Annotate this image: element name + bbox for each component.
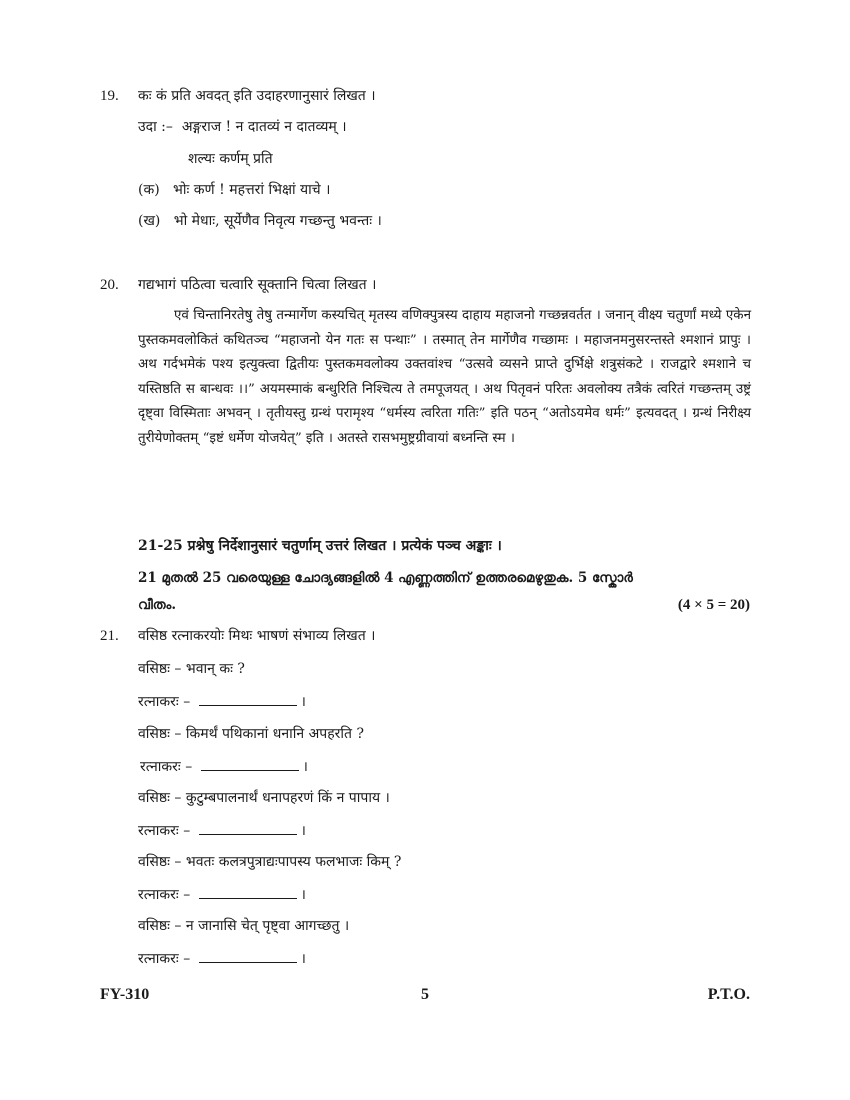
speaker: वसिष्ठः <box>138 661 170 677</box>
dialogue-text: – <box>185 759 197 775</box>
answer-blank[interactable] <box>199 820 297 835</box>
question-number-21: 21. <box>100 628 119 644</box>
example-answer: शल्यः कर्णम् प्रति <box>188 151 273 167</box>
speaker: वसिष्ठः <box>138 726 170 742</box>
question-21-instruction: वसिष्ठ रत्नाकरयोः मिथः भाषणं संभाव्य लिखत । <box>138 628 376 644</box>
example-line <box>138 117 347 137</box>
dialogue-text: – कुटुम्बपालनार्थं धनापहरणं किं न पापाय । <box>174 790 390 806</box>
dialogue-line <box>138 916 349 936</box>
dialogue-line <box>140 756 308 777</box>
dialogue-text: – <box>183 887 195 903</box>
dialogue-text: – भवतः कलत्रपुत्राद्यःपापस्य फलभाजः किम् ? <box>174 854 402 870</box>
answer-blank[interactable] <box>199 691 297 706</box>
dialogue-line <box>138 659 245 679</box>
dialogue-line <box>138 788 390 808</box>
page-number: 5 <box>421 986 429 1003</box>
dialogue-text: – भवान् कः ? <box>174 661 245 677</box>
footer-code: FY-310 <box>100 986 150 1003</box>
speaker: वसिष्ठः <box>138 854 170 870</box>
section-heading-malayalam-line2: വീതം. <box>138 597 177 613</box>
dialogue-end: । <box>302 759 308 775</box>
item-label: (क) <box>138 182 160 198</box>
answer-blank[interactable] <box>201 756 299 771</box>
section-heading-sanskrit: 21-25 प्रश्नेषु निर्देशानुसारं चतुर्णाम् उत्तरं लिखत । प्रत्येकं पञ्च अङ्काः । <box>138 538 502 554</box>
answer-blank[interactable] <box>199 948 297 963</box>
speaker: रत्नाकरः <box>138 887 179 903</box>
speaker: रत्नाकरः <box>138 694 179 710</box>
dialogue-line <box>138 884 306 905</box>
speaker: वसिष्ठः <box>138 790 170 806</box>
question-19-item-ka <box>138 180 330 200</box>
dialogue-text: – न जानासि चेत् पृष्ट्वा आगच्छतु । <box>174 918 350 934</box>
dialogue-end: । <box>300 823 306 839</box>
question-19-item-kha <box>138 211 382 231</box>
speaker: रत्नाकरः <box>140 759 181 775</box>
dialogue-line <box>138 691 306 712</box>
question-20-instruction: गद्यभागं पठित्वा चत्वारि सूक्तानि चित्वा लिखत । <box>138 277 377 293</box>
answer-blank[interactable] <box>199 884 297 899</box>
dialogue-text: – <box>183 823 195 839</box>
item-text: भोः कर्ण ! महत्तरां भिक्षां याचे । <box>173 182 331 198</box>
dialogue-end: । <box>300 694 306 710</box>
question-20-passage: एवं चिन्तानिरतेषु तेषु तन्मार्गेण कस्यचित् मृतस्य वणिक्पुत्रस्य दाहाय महाजनो गच्छन्नवर्तत । जनान् वीक्ष्य चतुर्णां मध्ये एकेन पुस्तकमवलोकितं कथितञ्च “महाजनो येन गतः स पन्थाः” । तस्मात् तेन मार्गेणैव गच्छामः । महाजनमनुसरन्तस्ते श्मशानं प्रापुः । अथ गर्दभमेकं पश्य इत्युक्त्वा द्वितीयः पुस्तकमवलोक्य उक्तवांश्च “उत्सवे व्यसने प्राप्ते दुर्भिक्षे शत्रुसंकटे । राजद्वारे श्मशाने च यस्तिष्ठति स बान्धवः ।।” अयमस्माकं बन्धुरिति निश्चित्य ते तमपूजयत् । अथ पितृवनं परितः अवलोक्य तत्रैकं त्वरितं गच्छन्तम् उष्ट्रं दृष्ट्वा विस्मिताः अभवन् । तृतीयस्तु ग्रन्थं परामृश्य “धर्मस्य त्वरिता गतिः” इति पठन् “अतोऽयमेव धर्मः” इत्यवदत् । ग्रन्थं निरीक्ष्य तुरीयेणोक्तम् “इष्टं धर्मेण योजयेत्” इति । अतस्ते रासभमुष्ट्रग्रीवायां बध्नन्ति स्म । <box>138 308 751 446</box>
dialogue-line <box>138 948 306 969</box>
question-number-19: 19. <box>100 88 119 104</box>
dialogue-end: । <box>300 887 306 903</box>
footer-pto: P.T.O. <box>707 986 750 1003</box>
section-score: (4 × 5 = 20) <box>677 597 750 613</box>
question-19-instruction: कः कं प्रति अवदत् इति उदाहरणानुसारं लिखत । <box>138 88 376 104</box>
dialogue-line <box>138 852 401 872</box>
dialogue-text: – <box>183 694 195 710</box>
dialogue-line <box>138 820 306 841</box>
example-label: उदा :– <box>138 119 173 135</box>
speaker: वसिष्ठः <box>138 918 170 934</box>
dialogue-line <box>138 724 364 744</box>
speaker: रत्नाकरः <box>138 951 179 967</box>
section-heading-malayalam-line1: 21 മുതൽ 25 വരെയുള്ള ചോദ്യങ്ങളിൽ 4 എണ്ണത്തിന് ഉത്തരമെഴുതുക. 5 സ്കോർ <box>138 570 633 586</box>
example-text: अङ्गराज ! न दातव्यं न दातव्यम् । <box>181 119 347 135</box>
item-label: (ख) <box>138 213 161 229</box>
item-text: भो मेधाः, सूर्येणैव निवृत्य गच्छन्तु भवन्तः । <box>173 213 382 229</box>
dialogue-text: – किमर्थं पथिकानां धनानि अपहरति ? <box>174 726 364 742</box>
speaker: रत्नाकरः <box>138 823 179 839</box>
question-number-20: 20. <box>100 277 119 293</box>
dialogue-text: – <box>183 951 195 967</box>
dialogue-end: । <box>300 951 306 967</box>
